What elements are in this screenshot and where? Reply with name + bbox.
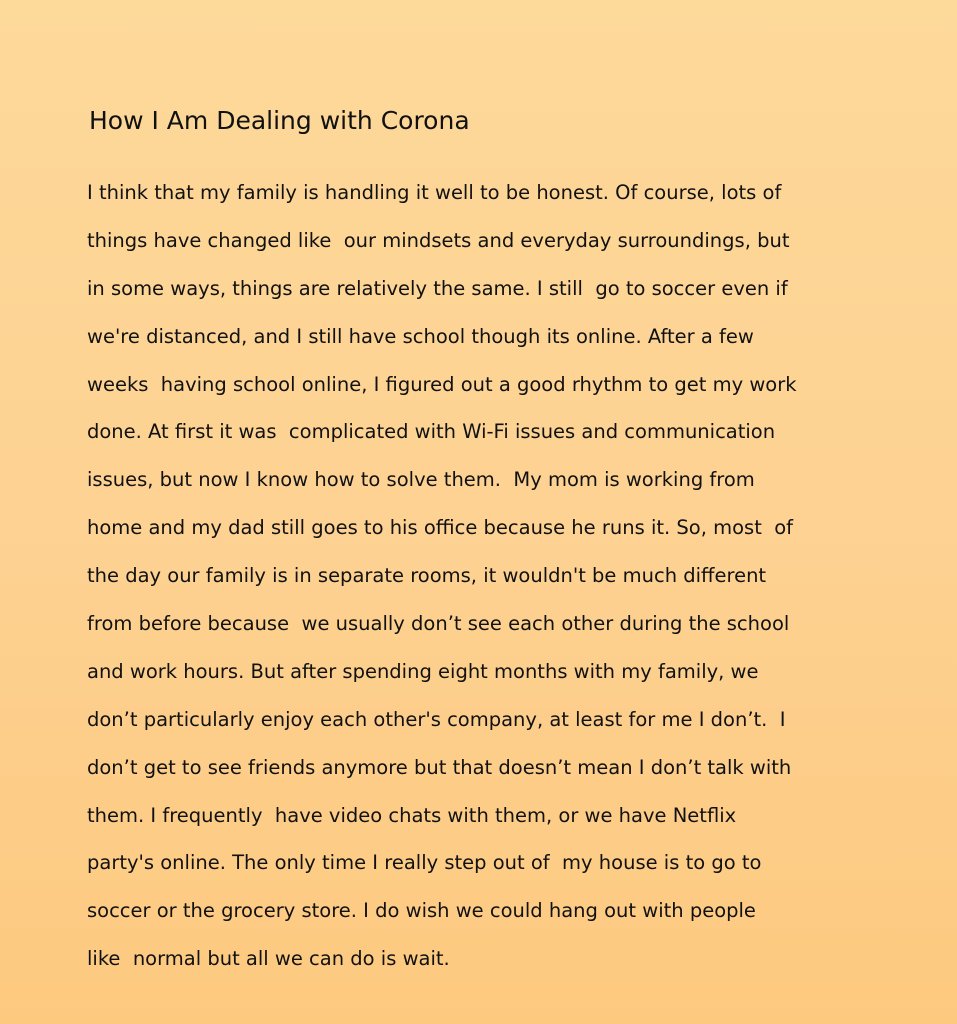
body-line: weeks having school online, I figured out a good rhythm to get my work xyxy=(87,372,797,396)
body-line: them. I frequently have video chats with them, or we have Netflix xyxy=(87,803,737,827)
body-line: from before because we usually don’t see each other during the school xyxy=(87,612,790,636)
body-line: issues, but now I know how to solve them. My mom is working from xyxy=(87,468,755,492)
body-line: things have changed like our mindsets and everyday surroundings, but xyxy=(87,228,790,252)
body-line: I think that my family is handling it well to be honest. Of course, lots of xyxy=(87,181,782,204)
body-line: soccer or the grocery store. I do wish we could hang out with people xyxy=(87,899,756,923)
document-title: How I Am Dealing with Corona xyxy=(89,106,470,135)
body-line: in some ways, things are relatively the same. I still go to soccer even if xyxy=(87,276,788,300)
body-line: the day our family is in separate rooms, it wouldn't be much different xyxy=(87,564,767,588)
body-line: we're distanced, and I still have school though its online. After a few xyxy=(87,324,754,348)
document-body xyxy=(87,175,887,989)
body-line: don’t get to see friends anymore but that doesn’t mean I don’t talk with xyxy=(87,755,792,779)
body-line: and work hours. But after spending eight months with my family, we xyxy=(87,659,759,683)
body-line: home and my dad still goes to his office because he runs it. So, most of xyxy=(87,516,794,540)
body-line: don’t particularly enjoy each other's company, at least for me I don’t. I xyxy=(87,707,786,731)
body-line: done. At first it was complicated with Wi-Fi issues and communication xyxy=(87,420,776,444)
body-line: party's online. The only time I really step out of my house is to go to xyxy=(87,851,762,875)
body-line: like normal but all we can do is wait. xyxy=(87,947,450,971)
